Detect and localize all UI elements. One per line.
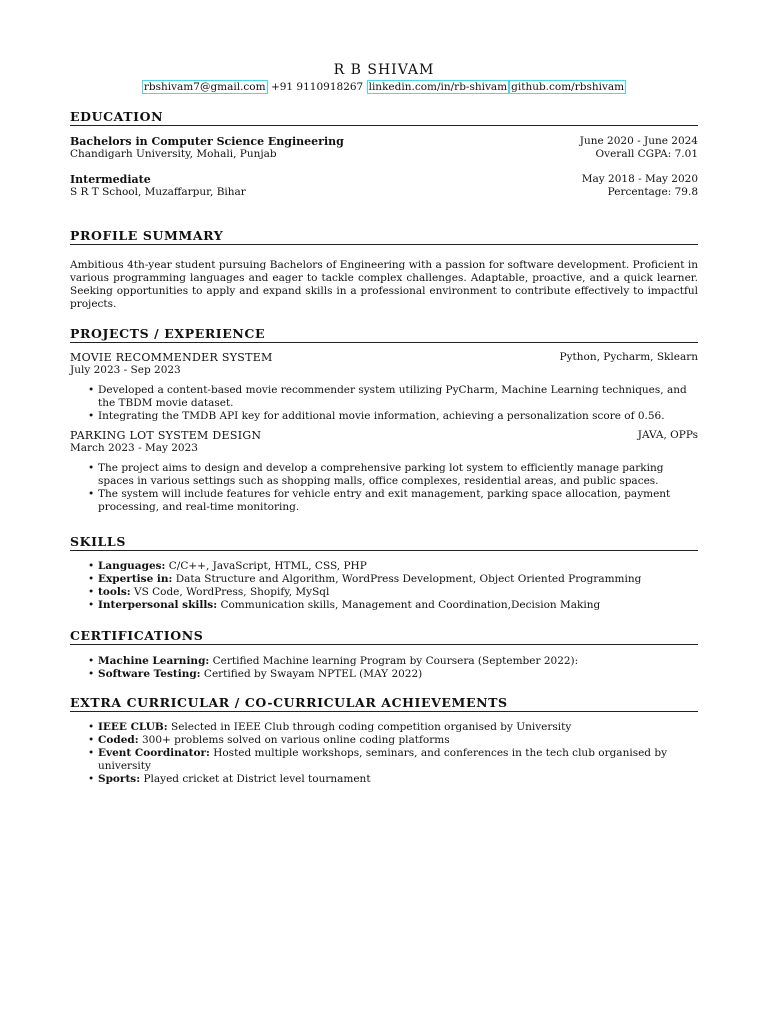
list-item: [98, 721, 698, 734]
item-text: VS Code, WordPress, Shopify, MySql: [133, 586, 330, 598]
institution: S R T School, Muzaffarpur, Bihar: [70, 186, 246, 198]
certifications-section: [70, 629, 698, 681]
candidate-name: R B SHIVAM: [333, 62, 435, 78]
degree: Bachelors in Computer Science Engineering: [70, 135, 344, 148]
project-tech: Python, Pycharm, Sklearn: [559, 351, 698, 363]
list-item: [98, 599, 698, 612]
education-section: [70, 110, 698, 199]
project-name: MOVIE RECOMMENDER SYSTEM: [70, 351, 273, 364]
summary-text: Ambitious 4th-year student pursuing Bachelors of Engineering with a passion for software development. Proficient in various programming languages and eager to tackle complex challenges. Adaptable, proactive, and a quick learner. Seeking opportunities to apply and expand skills in a professional environment to contribute effectively to impactful projects.: [70, 259, 698, 310]
section-title-skills: SKILLS: [70, 535, 698, 551]
phone-number: +91 9110918267: [270, 81, 364, 93]
list-item: • Developed a content-based movie recommender system utilizing PyCharm, Machine Learning techniques, and the TBDM movie dataset.: [98, 384, 698, 410]
item-text: Selected in IEEE Club through coding competition organised by University: [171, 721, 572, 733]
linkedin-link[interactable]: linkedin.com/in/rb-shivam: [368, 81, 508, 93]
item-label: Sports:: [98, 773, 141, 785]
section-title-extracurricular: EXTRA CURRICULAR / CO-CURRICULAR ACHIEVEMENTS: [70, 696, 698, 712]
item-label: Event Coordinator:: [98, 747, 210, 759]
item-label: Software Testing:: [98, 668, 201, 680]
degree: Intermediate: [70, 173, 151, 186]
project-dates: July 2023 - Sep 2023: [70, 364, 181, 376]
list-item: [98, 573, 698, 586]
project-name: PARKING LOT SYSTEM DESIGN: [70, 429, 262, 442]
item-text: Certified by Swayam NPTEL (MAY 2022): [203, 668, 423, 680]
extracurricular-section: [70, 696, 698, 786]
item-label: Expertise in:: [98, 573, 173, 585]
section-title-projects: PROJECTS / EXPERIENCE: [70, 327, 698, 343]
score: Percentage: 79.8: [607, 186, 698, 198]
list-item: • The project aims to design and develop a comprehensive parking lot system to efficiently manage parking spaces in various settings such as shopping malls, office complexes, residential areas, and public spaces.: [98, 462, 698, 488]
item-label: Languages:: [98, 560, 166, 572]
item-label: Machine Learning:: [98, 655, 210, 667]
item-label: IEEE CLUB:: [98, 721, 168, 733]
project-dates: March 2023 - May 2023: [70, 442, 198, 454]
dates: May 2018 - May 2020: [581, 173, 698, 185]
skills-section: [70, 535, 698, 612]
score: Overall CGPA: 7.01: [595, 148, 698, 160]
list-item: • The system will include features for vehicle entry and exit management, parking space allocation, payment processing, and real-time monitoring.: [98, 488, 698, 514]
project-entry: [70, 429, 698, 514]
education-entry: [70, 173, 698, 199]
list-item: [98, 586, 698, 599]
item-text: Hosted multiple workshops, seminars, and conferences in the tech club organised by university: [98, 747, 668, 772]
dates: June 2020 - June 2024: [579, 135, 698, 147]
institution: Chandigarh University, Mohali, Punjab: [70, 148, 277, 160]
list-item: [98, 668, 698, 681]
summary-section: [70, 229, 698, 311]
section-title-summary: PROFILE SUMMARY: [70, 229, 698, 245]
item-text: Data Structure and Algorithm, WordPress Development, Object Oriented Programming: [175, 573, 642, 585]
list-item: [98, 747, 698, 773]
item-label: Interpersonal skills:: [98, 599, 218, 611]
item-text: 300+ problems solved on various online coding platforms: [141, 734, 450, 746]
list-item: • Integrating the TMDB API key for additional movie information, achieving a personalization score of 0.56.: [98, 410, 698, 423]
list-item: [98, 560, 698, 573]
section-title-certifications: CERTIFICATIONS: [70, 629, 698, 645]
education-entry: [70, 135, 698, 161]
projects-section: [70, 327, 698, 514]
item-text: Played cricket at District level tournament: [143, 773, 371, 785]
list-item: [98, 734, 698, 747]
section-title-education: EDUCATION: [70, 110, 698, 126]
item-text: Certified Machine learning Program by Coursera (September 2022):: [212, 655, 579, 667]
list-item: [98, 773, 698, 786]
item-label: Coded:: [98, 734, 139, 746]
item-text: Communication skills, Management and Coordination,Decision Making: [220, 599, 601, 611]
email-link[interactable]: rbshivam7@gmail.com: [143, 81, 266, 93]
project-entry: [70, 351, 698, 423]
item-label: tools:: [98, 586, 131, 598]
list-item: [98, 655, 698, 668]
project-tech: JAVA, OPPs: [637, 429, 698, 441]
item-text: C/C++, JavaScript, HTML, CSS, PHP: [168, 560, 367, 572]
contact-line: [70, 81, 698, 94]
github-link[interactable]: github.com/rbshivam: [511, 81, 625, 93]
